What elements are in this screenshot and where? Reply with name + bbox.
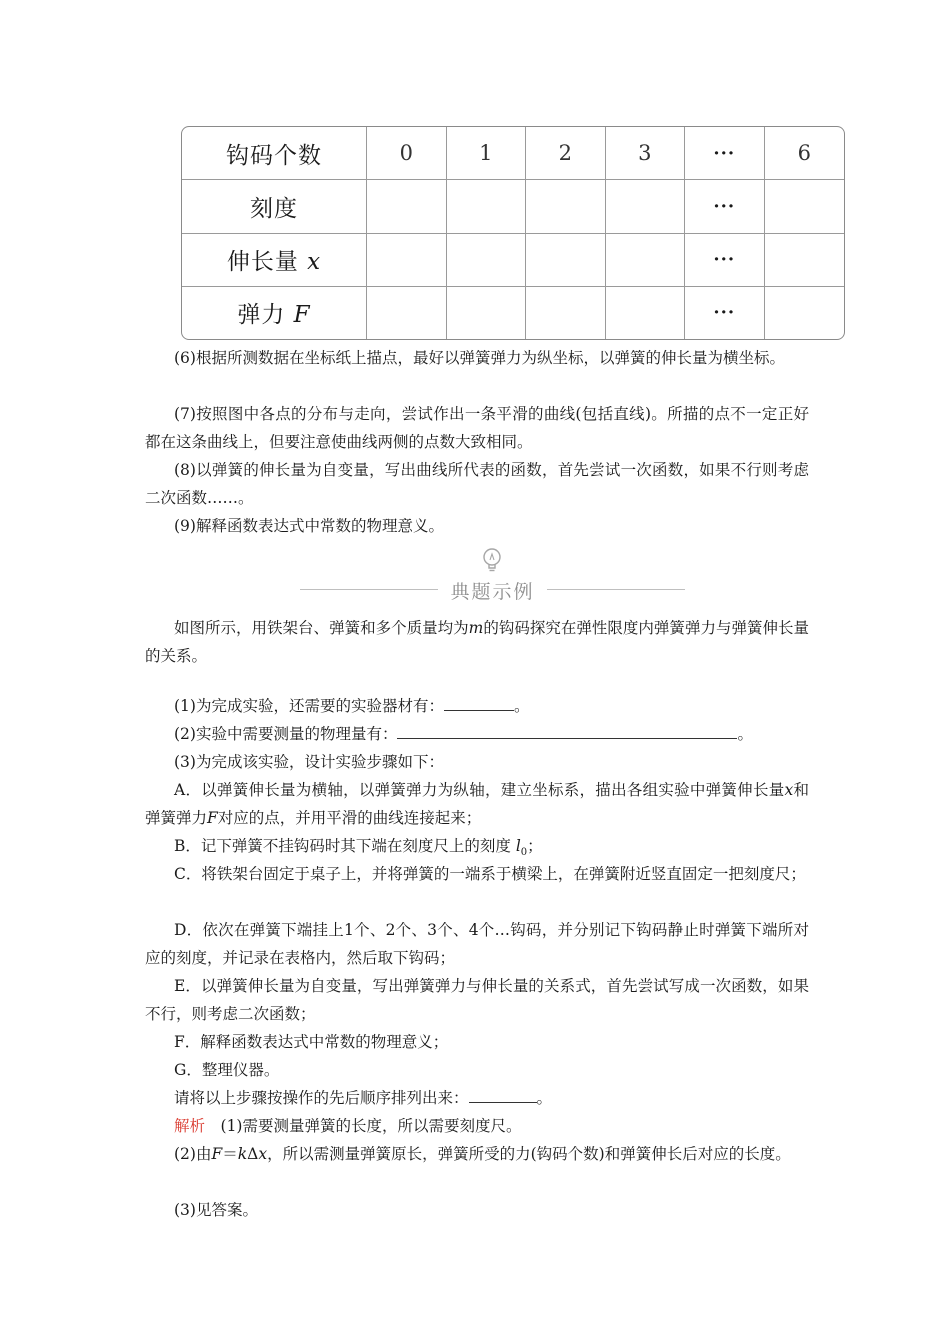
table-header-cell: 1 <box>447 127 527 180</box>
order-question: 请将以上步骤按操作的先后顺序排列出来： 。 <box>145 1084 809 1112</box>
step-7: (7)按照图中各点的分布与走向，尝试作出一条平滑的曲线(包括直线)。所描的点不一定正好都在这条曲线上，但要注意使曲线两侧的点数大致相同。 <box>145 405 809 451</box>
table-cell <box>367 287 447 339</box>
table-cell <box>447 180 527 233</box>
question-1: (1)为完成实验，还需要的实验器材有： 。 <box>145 692 809 720</box>
step-8: (8)以弹簧的伸长量为自变量，写出曲线所代表的函数，首先尝试一次函数，如果不行则考虑二次函数……。 <box>145 461 809 507</box>
table-row <box>182 180 844 233</box>
section-title: 典题示例 <box>450 581 535 603</box>
table-cell-ellipsis: ··· <box>685 180 765 233</box>
step-6: (6)根据所测数据在坐标纸上描点，最好以弹簧弹力为纵坐标，以弹簧的伸长量为横坐标。 <box>174 349 785 367</box>
table-header-label: 钩码个数 <box>182 127 367 180</box>
table-row <box>182 127 844 180</box>
problem-intro: 如图所示，用铁架台、弹簧和多个质量均为m的钩码探究在弹性限度内弹簧弹力与弹簧伸长量的关系。 <box>145 619 809 665</box>
table-cell <box>606 287 686 339</box>
table-cell <box>367 234 447 287</box>
table-row <box>182 234 844 287</box>
table-cell <box>765 234 845 287</box>
table-cell <box>606 234 686 287</box>
question-2: (2)实验中需要测量的物理量有： 。 <box>145 720 809 748</box>
section-header <box>300 548 685 608</box>
table-cell <box>606 180 686 233</box>
option-c: C．将铁架台固定于桌子上，并将弹簧的一端系于横梁上，在弹簧附近竖直固定一把刻度尺； <box>174 865 806 883</box>
divider-left <box>300 589 438 590</box>
table-header-cell: 0 <box>367 127 447 180</box>
table-cell <box>765 287 845 339</box>
table-row-label: 伸长量 x <box>182 234 367 287</box>
table-header-cell: 2 <box>526 127 606 180</box>
table-cell <box>367 180 447 233</box>
option-f: F．解释函数表达式中常数的物理意义； <box>174 1033 449 1051</box>
analysis-label: 解析 <box>174 1117 206 1135</box>
option-e: E．以弹簧伸长量为自变量，写出弹簧弹力与伸长量的关系式，首先尝试写成一次函数，如果不行，则考虑二次函数； <box>145 977 809 1023</box>
answer-blank[interactable] <box>469 1086 537 1103</box>
question-3: (3)为完成该实验，设计实验步骤如下： <box>174 753 444 771</box>
table-header-cell: 6 <box>765 127 845 180</box>
option-g: G．整理仪器。 <box>174 1061 280 1079</box>
table-cell <box>447 287 527 339</box>
table-cell <box>765 180 845 233</box>
table-cell-ellipsis: ··· <box>685 287 765 339</box>
answer-blank[interactable] <box>444 694 514 711</box>
table-cell-ellipsis: ··· <box>685 234 765 287</box>
option-a: A．以弹簧伸长量为横轴，以弹簧弹力为纵轴，建立坐标系，描出各组实验中弹簧伸长量x和弹簧弹力F对应的点，并用平滑的曲线连接起来； <box>145 781 809 827</box>
option-d: D．依次在弹簧下端挂上1个、2个、3个、4个…钩码，并分别记下钩码静止时弹簧下端所对应的刻度，并记录在表格内，然后取下钩码； <box>145 921 809 967</box>
analysis-1: 解析 (1)需要测量弹簧的长度，所以需要刻度尺。 <box>174 1117 522 1135</box>
table-header-cell: ··· <box>685 127 765 180</box>
divider-right <box>547 589 685 590</box>
table-row-label: 弹力 F <box>182 287 367 339</box>
option-b: B．记下弹簧不挂钩码时其下端在刻度尺上的刻度 $l_0$； <box>174 837 543 859</box>
table-row <box>182 287 844 339</box>
data-table <box>181 126 845 340</box>
lightbulb-icon <box>481 548 503 574</box>
table-cell <box>526 287 606 339</box>
analysis-3: (3)见答案。 <box>174 1201 258 1219</box>
table-cell <box>447 234 527 287</box>
table-header-cell: 3 <box>606 127 686 180</box>
table-cell <box>526 180 606 233</box>
table-cell <box>526 234 606 287</box>
answer-blank[interactable] <box>397 722 737 739</box>
analysis-2: (2)由F＝kΔx，所以需测量弹簧原长，弹簧所受的力(钩码个数)和弹簧伸长后对应的长度。 <box>174 1145 791 1163</box>
table-row-label: 刻度 <box>182 180 367 233</box>
step-9: (9)解释函数表达式中常数的物理意义。 <box>174 517 444 535</box>
